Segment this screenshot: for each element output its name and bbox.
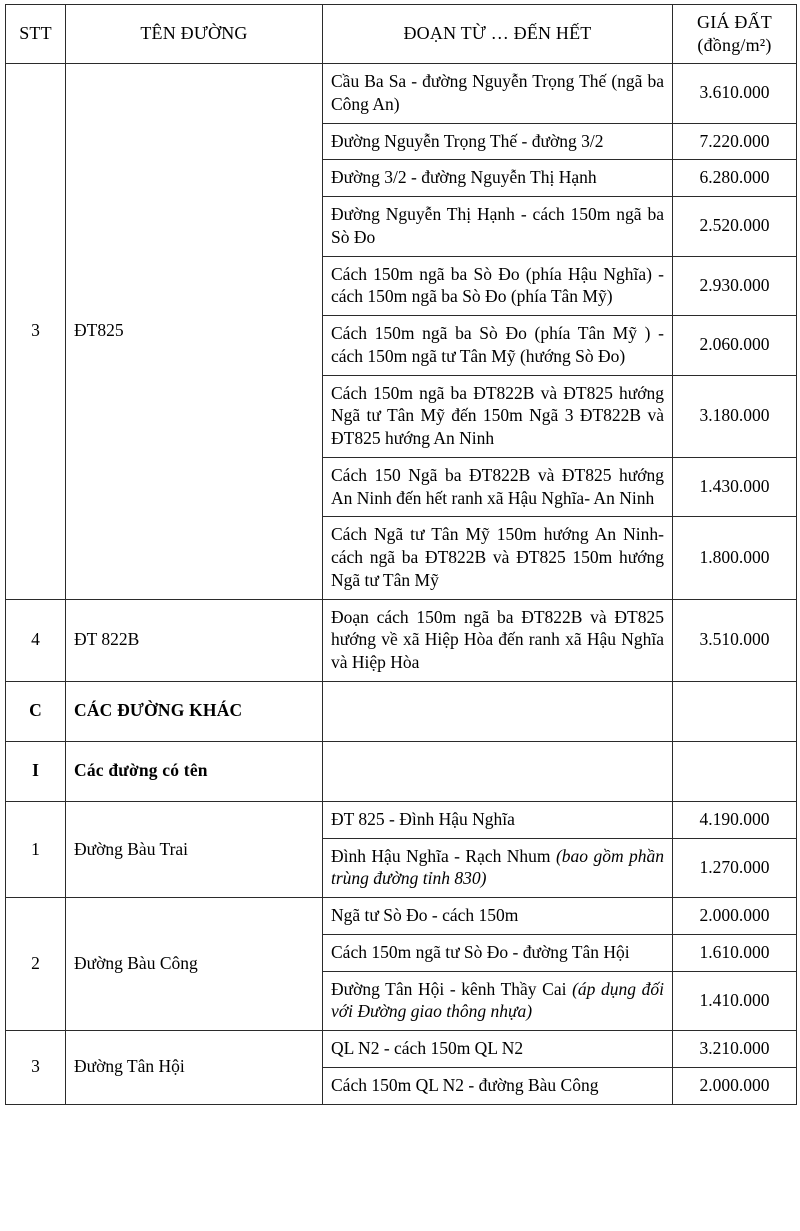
row-segment: Đường 3/2 - đường Nguyễn Thị Hạnh — [323, 160, 673, 197]
land-price-table — [5, 4, 797, 1105]
table-row — [6, 801, 797, 838]
row-segment: Cầu Ba Sa - đường Nguyễn Trọng Thế (ngã ba Công An) — [323, 64, 673, 124]
segment-text: Ngã tư Sò Đo - cách 150m — [331, 905, 519, 925]
header-stt: STT — [6, 5, 66, 64]
table-header — [6, 5, 797, 64]
row-stt: 3 — [6, 64, 66, 600]
row-stt: 2 — [6, 898, 66, 1031]
row-segment: Đường Nguyễn Thị Hạnh - cách 150m ngã ba Sò Đo — [323, 197, 673, 257]
row-stt: 1 — [6, 801, 66, 897]
section-header-row-i — [6, 741, 797, 801]
row-price: 6.280.000 — [673, 160, 797, 197]
section-c-segment — [323, 681, 673, 741]
section-i-label: Các đường có tên — [66, 741, 323, 801]
segment-text: Cách 150m QL N2 - đường Bàu Công — [331, 1074, 599, 1095]
segment-note: (bao gồm phần trùng đường tỉnh 830) — [331, 845, 664, 889]
section-header-row-c — [6, 681, 797, 741]
header-price — [673, 5, 797, 64]
row-price: 2.060.000 — [673, 316, 797, 376]
row-price: 2.520.000 — [673, 197, 797, 257]
segment-text: Đình Hậu Nghĩa - Rạch Nhum — [331, 845, 556, 866]
segment-text: Cách 150m ngã tư Sò Đo - đường Tân Hội — [331, 941, 630, 962]
row-price: 2.000.000 — [673, 898, 797, 935]
row-price: 1.610.000 — [673, 934, 797, 971]
row-segment — [323, 1067, 673, 1104]
row-price: 2.000.000 — [673, 1067, 797, 1104]
segment-note: (áp dụng đối với Đường giao thông nhựa) — [331, 978, 664, 1022]
segment-text: Đường Tân Hội - kênh Thầy Cai — [331, 978, 573, 999]
table-row — [6, 64, 797, 124]
row-stt: 4 — [6, 599, 66, 681]
row-road-name: Đường Tân Hội — [66, 1031, 323, 1105]
header-segment: ĐOẠN TỪ … ĐẾN HẾT — [323, 5, 673, 64]
row-road-name: Đường Bàu Công — [66, 898, 323, 1031]
row-price: 3.610.000 — [673, 64, 797, 124]
row-segment — [323, 898, 673, 935]
row-segment — [323, 801, 673, 838]
section-i-segment — [323, 741, 673, 801]
row-price: 2.930.000 — [673, 256, 797, 316]
row-price: 1.800.000 — [673, 517, 797, 599]
row-road-name: ĐT 822B — [66, 599, 323, 681]
header-price-line1: GIÁ ĐẤT — [697, 12, 772, 32]
table-row — [6, 1031, 797, 1068]
row-segment: Đường Nguyễn Trọng Thế - đường 3/2 — [323, 123, 673, 160]
row-segment: Cách 150m ngã ba Sò Đo (phía Tân Mỹ ) - cách 150m ngã tư Tân Mỹ (hướng Sò Đo) — [323, 316, 673, 376]
row-segment: Cách 150m ngã ba Sò Đo (phía Hậu Nghĩa) - cách 150m ngã ba Sò Đo (phía Tân Mỹ) — [323, 256, 673, 316]
row-price: 1.270.000 — [673, 838, 797, 898]
header-row — [6, 5, 797, 64]
row-segment — [323, 971, 673, 1031]
row-price: 3.510.000 — [673, 599, 797, 681]
row-segment — [323, 1031, 673, 1068]
row-price: 4.190.000 — [673, 801, 797, 838]
segment-text: QL N2 - cách 150m QL N2 — [331, 1038, 524, 1058]
table-row — [6, 599, 797, 681]
row-segment: Cách 150 Ngã ba ĐT822B và ĐT825 hướng An Ninh đến hết ranh xã Hậu Nghĩa- An Ninh — [323, 457, 673, 517]
table-body — [6, 64, 797, 1105]
row-price: 3.180.000 — [673, 375, 797, 457]
row-segment — [323, 838, 673, 898]
row-price: 7.220.000 — [673, 123, 797, 160]
section-i-price — [673, 741, 797, 801]
row-stt: 3 — [6, 1031, 66, 1105]
table-row — [6, 898, 797, 935]
row-road-name: Đường Bàu Trai — [66, 801, 323, 897]
section-i-stt: I — [6, 741, 66, 801]
header-price-line2: (đồng/m²) — [697, 34, 772, 55]
section-c-label: CÁC ĐƯỜNG KHÁC — [66, 681, 323, 741]
header-road-name: TÊN ĐƯỜNG — [66, 5, 323, 64]
row-price: 3.210.000 — [673, 1031, 797, 1068]
row-segment: Cách 150m ngã ba ĐT822B và ĐT825 hướng Ngã tư Tân Mỹ đến 150m Ngã 3 ĐT822B và ĐT825 hướng An Ninh — [323, 375, 673, 457]
row-segment: Đoạn cách 150m ngã ba ĐT822B và ĐT825 hướng về xã Hiệp Hòa đến ranh xã Hậu Nghĩa và Hiệp Hòa — [323, 599, 673, 681]
row-segment — [323, 934, 673, 971]
section-c-price — [673, 681, 797, 741]
section-c-stt: C — [6, 681, 66, 741]
segment-text: ĐT 825 - Đình Hậu Nghĩa — [331, 808, 515, 829]
row-segment: Cách Ngã tư Tân Mỹ 150m hướng An Ninh- cách ngã ba ĐT822B và ĐT825 150m hướng Ngã tư Tân Mỹ — [323, 517, 673, 599]
row-road-name: ĐT825 — [66, 64, 323, 600]
row-price: 1.430.000 — [673, 457, 797, 517]
row-price: 1.410.000 — [673, 971, 797, 1031]
